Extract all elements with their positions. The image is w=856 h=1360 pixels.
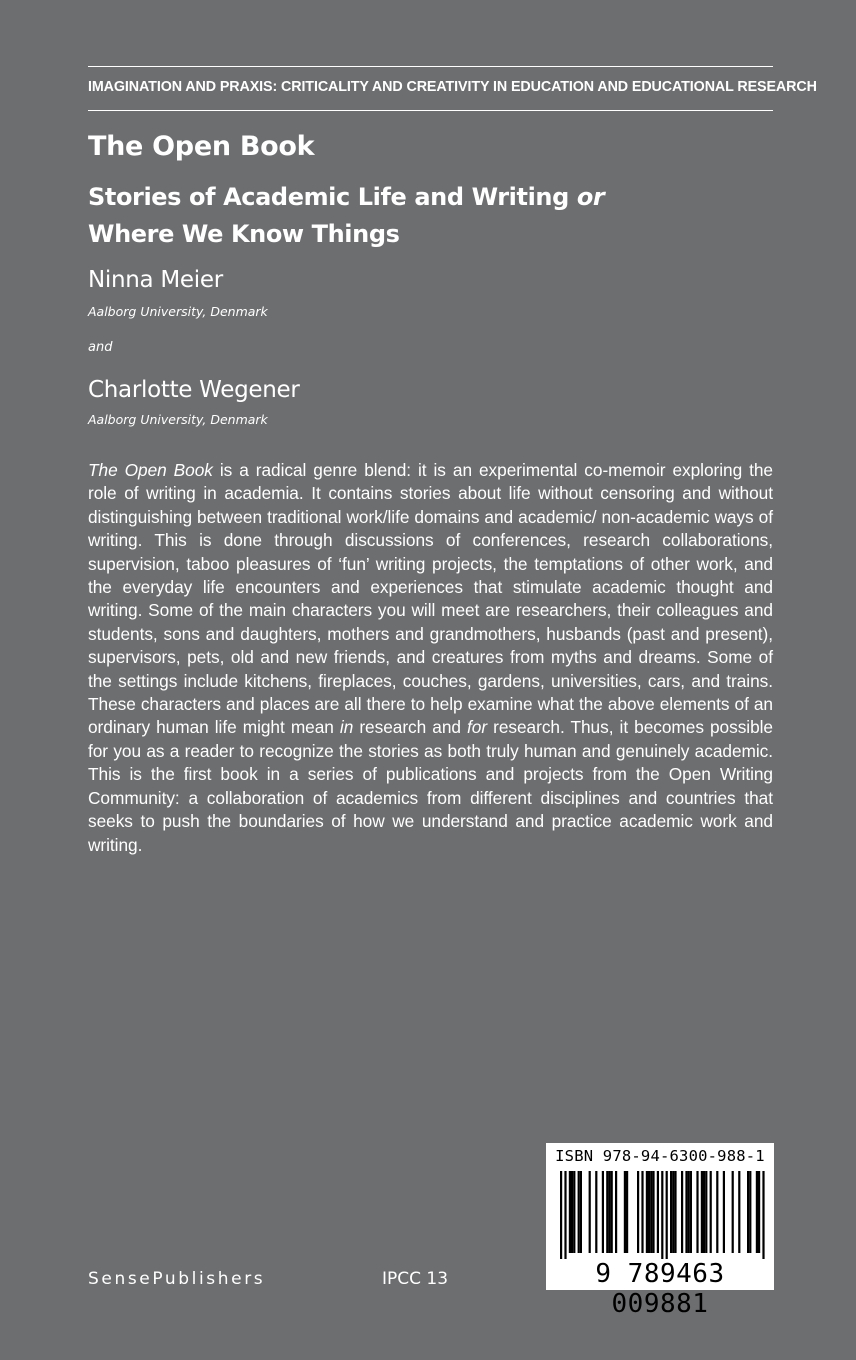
author-name-2: Charlotte Wegener <box>88 377 300 403</box>
barcode-bar <box>685 1171 687 1253</box>
barcode-bar <box>688 1171 690 1253</box>
description-emphasis-in: in <box>339 717 354 738</box>
barcode-bar <box>762 1171 764 1259</box>
barcode-bar <box>670 1171 672 1253</box>
barcode-bar <box>573 1171 575 1253</box>
barcode-bar <box>738 1171 740 1253</box>
series-title: IMAGINATION AND PRAXIS: CRITICALITY AND CREATIVITY IN EDUCATION AND EDUCATIONAL RESEARCH <box>88 79 817 95</box>
barcode-bar <box>705 1171 707 1253</box>
description-text: is a radical genre blend: it is an experimental co-memoir exploring the role of writing in academia. It contains stories about life without censoring and without distinguishing between traditional work/life domains and academic/ non-academic ways of writing. This is done through discussions of conferences, research collaborations, supervision, taboo pleasures of ‘fun’ writing projects, the temptations of other work, and the everyday life encounters and experiences that stimulate academic thought and writing. Some of the main characters you will meet are researchers, their colleagues and students, sons and daughters, mothers and grandmothers, husbands (past and present), supervisors, pets, old and new friends, and creatures from myths and dreams. Some of the settings include kitchens, fireplaces, couches, gardens, universities, cars, and trains. These characters and places are all there to help examine what the above elements of an ordinary human life might mean <box>88 460 773 738</box>
barcode-bar <box>657 1171 659 1253</box>
barcode-bar <box>608 1171 610 1253</box>
barcode-bar <box>747 1171 749 1253</box>
author-affiliation-2: Aalborg University, Denmark <box>88 412 268 427</box>
barcode-bar <box>732 1171 734 1253</box>
barcode-bar <box>701 1171 703 1253</box>
barcode-bar <box>646 1171 648 1253</box>
barcode-bar <box>606 1171 608 1253</box>
subtitle-text: Stories of Academic Life and Writing <box>88 183 577 211</box>
barcode-bar <box>641 1171 643 1253</box>
book-title: The Open Book <box>88 131 315 162</box>
barcode-bar <box>710 1171 712 1253</box>
barcode-bar <box>626 1171 628 1253</box>
barcode-bar <box>637 1171 639 1253</box>
barcode-bar <box>666 1171 668 1259</box>
barcode-bar <box>758 1171 760 1253</box>
barcode-bar <box>624 1171 626 1253</box>
barcode-bar <box>615 1171 617 1253</box>
barcode-bar <box>681 1171 683 1253</box>
barcode-bar <box>589 1171 591 1253</box>
barcode-bar <box>756 1171 758 1253</box>
barcode-bar <box>602 1171 604 1253</box>
barcode-bar <box>661 1171 663 1259</box>
barcode-bar <box>580 1171 582 1253</box>
author-conjunction: and <box>88 340 113 355</box>
barcode-bars <box>554 1171 766 1259</box>
description-text: research. Thus, it becomes possible for you as a reader to recognize the stories as both truly human and genuinely academic. This is the first book in a series of publications and projects from the Open Writing Community: a collaboration of academics from different disciplines and countries that seeks to push the boundaries of how we understand and practice academic work and writing. <box>88 717 773 855</box>
barcode-bar <box>652 1171 654 1253</box>
barcode-bar <box>569 1171 571 1253</box>
subtitle-italic-word: or <box>576 183 605 211</box>
barcode-bar <box>611 1171 613 1253</box>
description-text: research and <box>353 717 468 738</box>
book-description <box>88 459 773 857</box>
barcode-bar <box>672 1171 674 1253</box>
isbn-barcode <box>546 1143 774 1319</box>
barcode-bar <box>749 1171 751 1253</box>
barcode-bar <box>703 1171 705 1253</box>
subtitle-line-2: Where We Know Things <box>88 220 400 248</box>
isbn-label: ISBN 978-94-6300-988-1 <box>555 1147 765 1165</box>
author-affiliation-1: Aalborg University, Denmark <box>88 304 268 319</box>
ean-digits: 9 789463 009881 <box>595 1259 725 1319</box>
barcode-bar <box>723 1171 725 1253</box>
description-emphasis-for: for <box>467 717 488 738</box>
description-book-title: The Open Book <box>88 460 213 480</box>
series-code: IPCC 13 <box>382 1269 449 1289</box>
barcode-bar <box>648 1171 650 1253</box>
subtitle-line-1 <box>88 183 604 211</box>
barcode-bar <box>578 1171 580 1253</box>
barcode-bar <box>571 1171 573 1253</box>
top-rule <box>88 66 773 67</box>
barcode-bar <box>564 1171 566 1259</box>
barcode-bar <box>690 1171 692 1253</box>
barcode-bar <box>560 1171 562 1259</box>
barcode-bar <box>595 1171 597 1253</box>
publisher-name: SensePublishers <box>88 1269 266 1289</box>
barcode-bar <box>696 1171 698 1253</box>
barcode-bar <box>650 1171 652 1253</box>
author-name-1: Ninna Meier <box>88 267 223 293</box>
series-rule <box>88 110 773 111</box>
barcode-bar <box>716 1171 718 1253</box>
barcode-bar <box>674 1171 676 1253</box>
